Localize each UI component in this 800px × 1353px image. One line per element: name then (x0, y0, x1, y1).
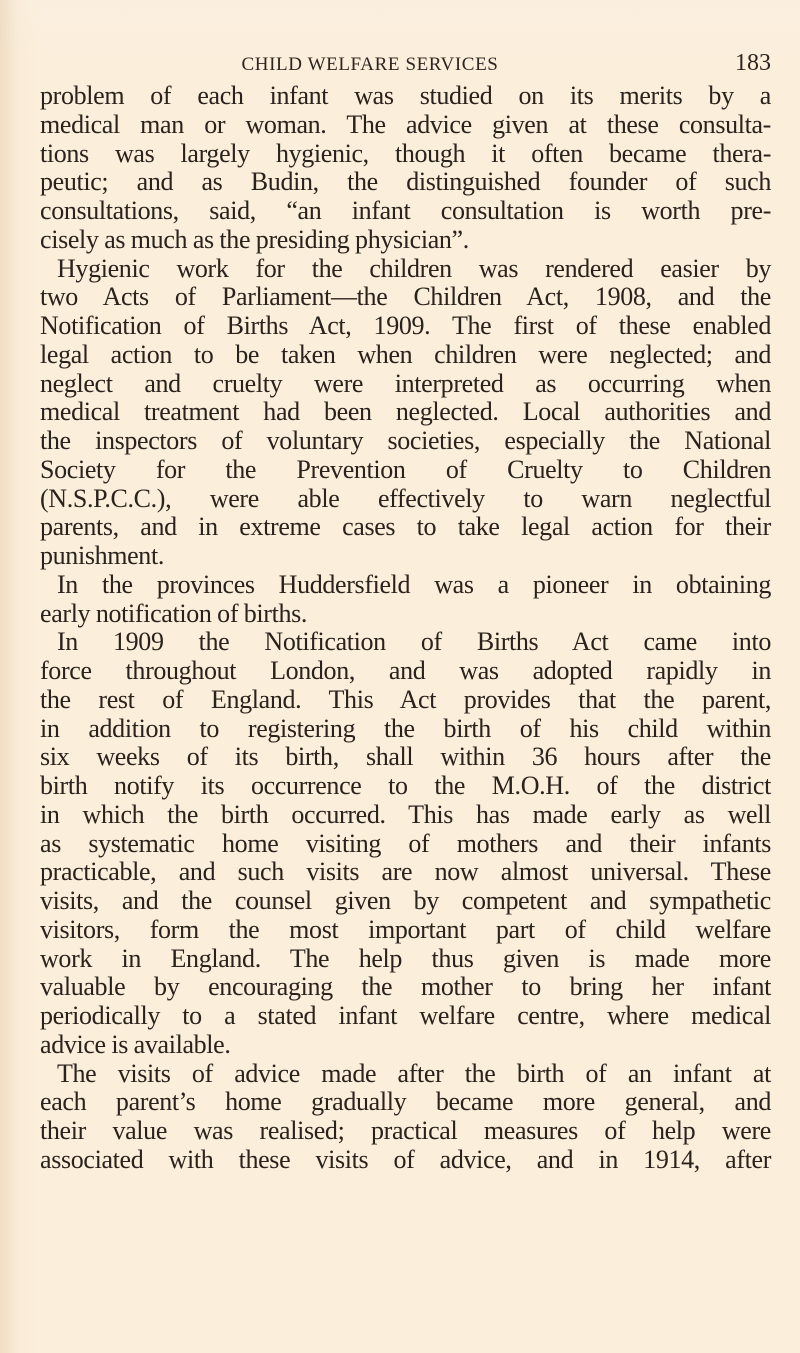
text-line: early notification of births. (40, 598, 308, 628)
text-line: as systematic home visiting of mothers and their infants (40, 828, 771, 858)
text-line: (N.S.P.C.C.), were able effectively to warn neglectful (40, 483, 771, 513)
paragraph (40, 571, 771, 629)
text-line: In 1909 the Notification of Births Act came into (57, 627, 771, 657)
running-head (40, 48, 771, 78)
text-line: visitors, form the most important part of child welfare (40, 914, 771, 944)
text-line: birth notify its occurrence to the M.O.H. of the district (40, 771, 771, 800)
text-line: peutic; and as Budin, the distinguished founder of such (40, 167, 771, 197)
paragraph (40, 255, 771, 571)
body-text (40, 82, 771, 1175)
text-line: neglect and cruelty were interpreted as occurring when (40, 368, 771, 398)
text-line: The visits of advice made after the birth of an infant at (57, 1058, 771, 1088)
text-line: Notification of Births Act, 1909. The first of these enabled (40, 311, 771, 340)
text-line: advice is available. (40, 1029, 231, 1059)
text-line: Hygienic work for the children was rendered easier by (57, 253, 771, 283)
text-line: their value was realised; practical measures of help were (40, 1116, 771, 1145)
text-line: In the provinces Huddersfield was a pioneer in obtaining (57, 569, 771, 599)
text-line: the inspectors of voluntary societies, especially the National (40, 426, 771, 455)
text-line: in which the birth occurred. This has made early as well (40, 799, 771, 829)
text-line: periodically to a stated infant welfare centre, where medical (40, 1001, 771, 1030)
paragraph (40, 1060, 771, 1175)
paragraph (40, 82, 771, 255)
text-line: tions was largely hygienic, though it often became thera- (40, 138, 771, 168)
text-line: each parent’s home gradually became more general, and (40, 1087, 771, 1117)
text-line: associated with these visits of advice, and in 1914, after (40, 1144, 771, 1174)
text-line: legal action to be taken when children were neglected; and (40, 339, 771, 369)
text-line: cisely as much as the presiding physician”. (40, 224, 469, 254)
text-line: in addition to registering the birth of his child within (40, 713, 771, 743)
running-head-title: CHILD WELFARE SERVICES (241, 54, 499, 75)
text-line: problem of each infant was studied on its merits by a (40, 81, 771, 110)
text-line: work in England. The help thus given is made more (40, 943, 771, 973)
text-line: Society for the Prevention of Cruelty to Children (40, 454, 771, 484)
page-number: 183 (735, 50, 771, 76)
text-line: consultations, said, “an infant consultation is worth pre- (40, 196, 771, 225)
text-line: the rest of England. This Act provides that the parent, (40, 684, 771, 714)
text-line: medical treatment had been neglected. Local authorities and (40, 397, 771, 427)
text-line: force throughout London, and was adopted rapidly in (40, 656, 771, 685)
paragraph (40, 628, 771, 1059)
text-line: six weeks of its birth, shall within 36 hours after the (40, 742, 771, 772)
text-line: punishment. (40, 541, 164, 570)
text-line: two Acts of Parliament—the Children Act, 1908, and the (40, 282, 771, 312)
text-line: visits, and the counsel given by competent and sympathetic (40, 886, 771, 915)
text-line: valuable by encouraging the mother to bring her infant (40, 972, 771, 1002)
text-line: medical man or woman. The advice given at these consulta- (40, 109, 771, 139)
text-line: practicable, and such visits are now almost universal. These (40, 857, 771, 887)
text-line: parents, and in extreme cases to take legal action for their (40, 512, 771, 542)
